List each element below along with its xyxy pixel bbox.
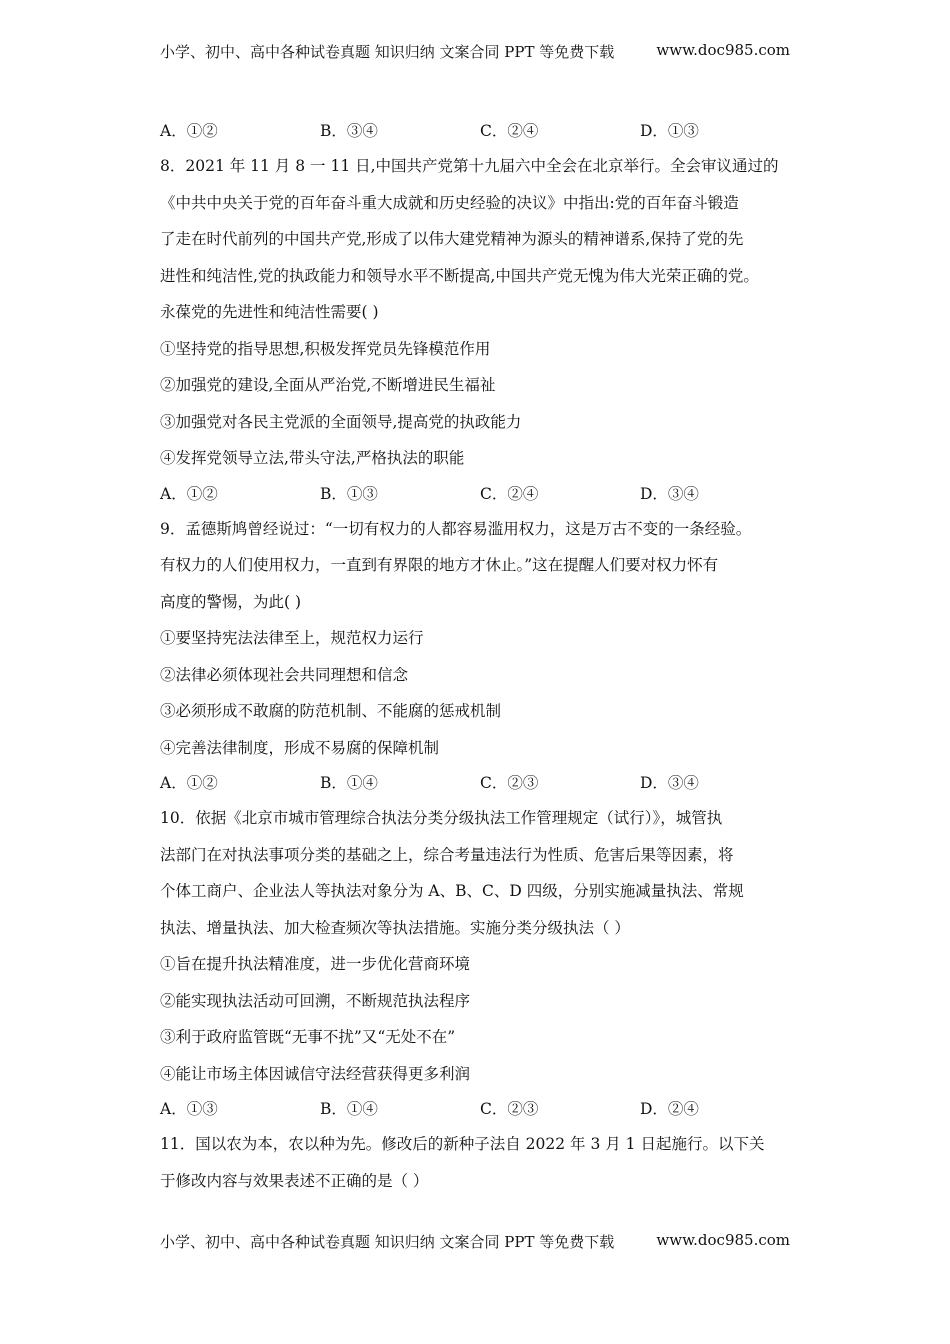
question-8 [160,148,800,511]
page-header [160,41,790,62]
header-website: www.doc985.com [656,41,790,59]
q7-choice-d: D．①③ [640,122,699,140]
q10-stem-line: 执法、增量执法、加大检查频次等执法措施。实施分类分级执法（ ） [160,918,630,937]
q8-option: ①坚持党的指导思想,积极发挥党员先锋模范作用 [160,339,491,358]
q7-choices [160,114,800,148]
q9-option: ④完善法律制度，形成不易腐的保障机制 [160,738,440,757]
footer-website: www.doc985.com [656,1231,790,1249]
page-footer [160,1231,790,1252]
question-11 [160,1126,800,1199]
q10-option: ④能让市场主体因诚信守法经营获得更多利润 [160,1064,471,1083]
q8-choice-b: B．①③ [320,484,378,503]
q10-stem-line: 个体工商户、企业法人等执法对象分为 A、B、C、D 四级，分别实施减量执法、常规 [160,882,744,900]
q10-stem-line: 法部门在对执法事项分类的基础之上，综合考量违法行为性质、危害后果等因素，将 [160,845,734,864]
q7-choice-c: C．②④ [480,122,539,140]
q9-stem-line: 高度的警惕，为此( ) [160,592,302,611]
q9-stem-line: 有权力的人们使用权力，一直到有界限的地方才休止。”这在提醒人们要对权力怀有 [160,556,719,574]
q10-option: ③利于政府监管既“无事不扰”又“无处不在” [160,1028,456,1046]
q10-choice-a: A．①③ [160,1100,218,1118]
header-left-text: 小学、初中、高中各种试卷真题 知识归纳 文案合同 PPT 等免费下载 [160,43,615,61]
question-9 [160,511,800,801]
q9-stem-line: 9．孟德斯鸠曾经说过：“一切有权力的人都容易滥用权力，这是万古不变的一条经验。 [160,519,752,538]
q9-choice-d: D．③④ [640,774,699,792]
q10-choices [160,1092,800,1126]
q8-stem-line: 进性和纯洁性,党的执政能力和领导水平不断提高,中国共产党无愧为伟大光荣正确的党。 [160,266,759,285]
q8-option: ②加强党的建设,全面从严治党,不断增进民生福祉 [160,376,496,394]
q9-option: ③必须形成不敢腐的防范机制、不能腐的惩戒机制 [160,702,502,720]
q11-stem-line: 11．国以农为本，农以种为先。修改后的新种子法自 2022 年 3 月 1 日起施行。以下关 [160,1135,765,1153]
q8-stem-line: 8．2021 年 11 月 8 一 11 日,中国共产党第十九届六中全会在北京举行。全会审议通过的 [160,157,779,175]
q8-stem-line: 永葆党的先进性和纯洁性需要( ) [160,303,379,321]
q9-choice-a: A．①② [160,774,218,792]
q9-option: ①要坚持宪法法律至上，规范权力运行 [160,629,424,647]
q8-choice-a: A．①② [160,484,218,503]
q8-choice-c: C．②④ [480,484,539,503]
q10-choice-b: B．①④ [320,1100,378,1118]
q8-choices [160,477,800,511]
q8-stem-line: 了走在时代前列的中国共产党,形成了以伟大建党精神为源头的精神谱系,保持了党的先 [160,230,744,248]
q8-choice-d: D．③④ [640,484,699,503]
q10-option: ①旨在提升执法精准度，进一步优化营商环境 [160,955,471,973]
q7-choice-a: A．①② [160,122,218,140]
q10-choice-c: C．②③ [480,1100,539,1118]
q10-stem-line: 10．依据《北京市城市管理综合执法分类分级执法工作管理规定（试行）》，城管执 [160,809,723,827]
q10-option: ②能实现执法活动可回溯，不断规范执法程序 [160,991,471,1010]
q9-option: ②法律必须体现社会共同理想和信念 [160,665,409,684]
footer-left-text: 小学、初中、高中各种试卷真题 知识归纳 文案合同 PPT 等免费下载 [160,1233,615,1251]
q11-stem-line: 于修改内容与效果表述不正确的是（ ） [160,1171,429,1190]
q9-choices [160,766,800,800]
q7-choice-b: B．③④ [320,122,378,140]
q9-choice-b: B．①④ [320,774,378,792]
q8-option: ③加强党对各民主党派的全面领导,提高党的执政能力 [160,412,522,431]
q9-choice-c: C．②③ [480,774,539,792]
q8-option: ④发挥党领导立法,带头守法,严格执法的职能 [160,449,465,467]
q10-choice-d: D．②④ [640,1100,699,1118]
question-10 [160,800,800,1126]
exam-content [160,114,800,1199]
q8-stem-line: 《中共中央关于党的百年奋斗重大成就和历史经验的决议》中指出:党的百年奋斗锻造 [160,193,739,212]
